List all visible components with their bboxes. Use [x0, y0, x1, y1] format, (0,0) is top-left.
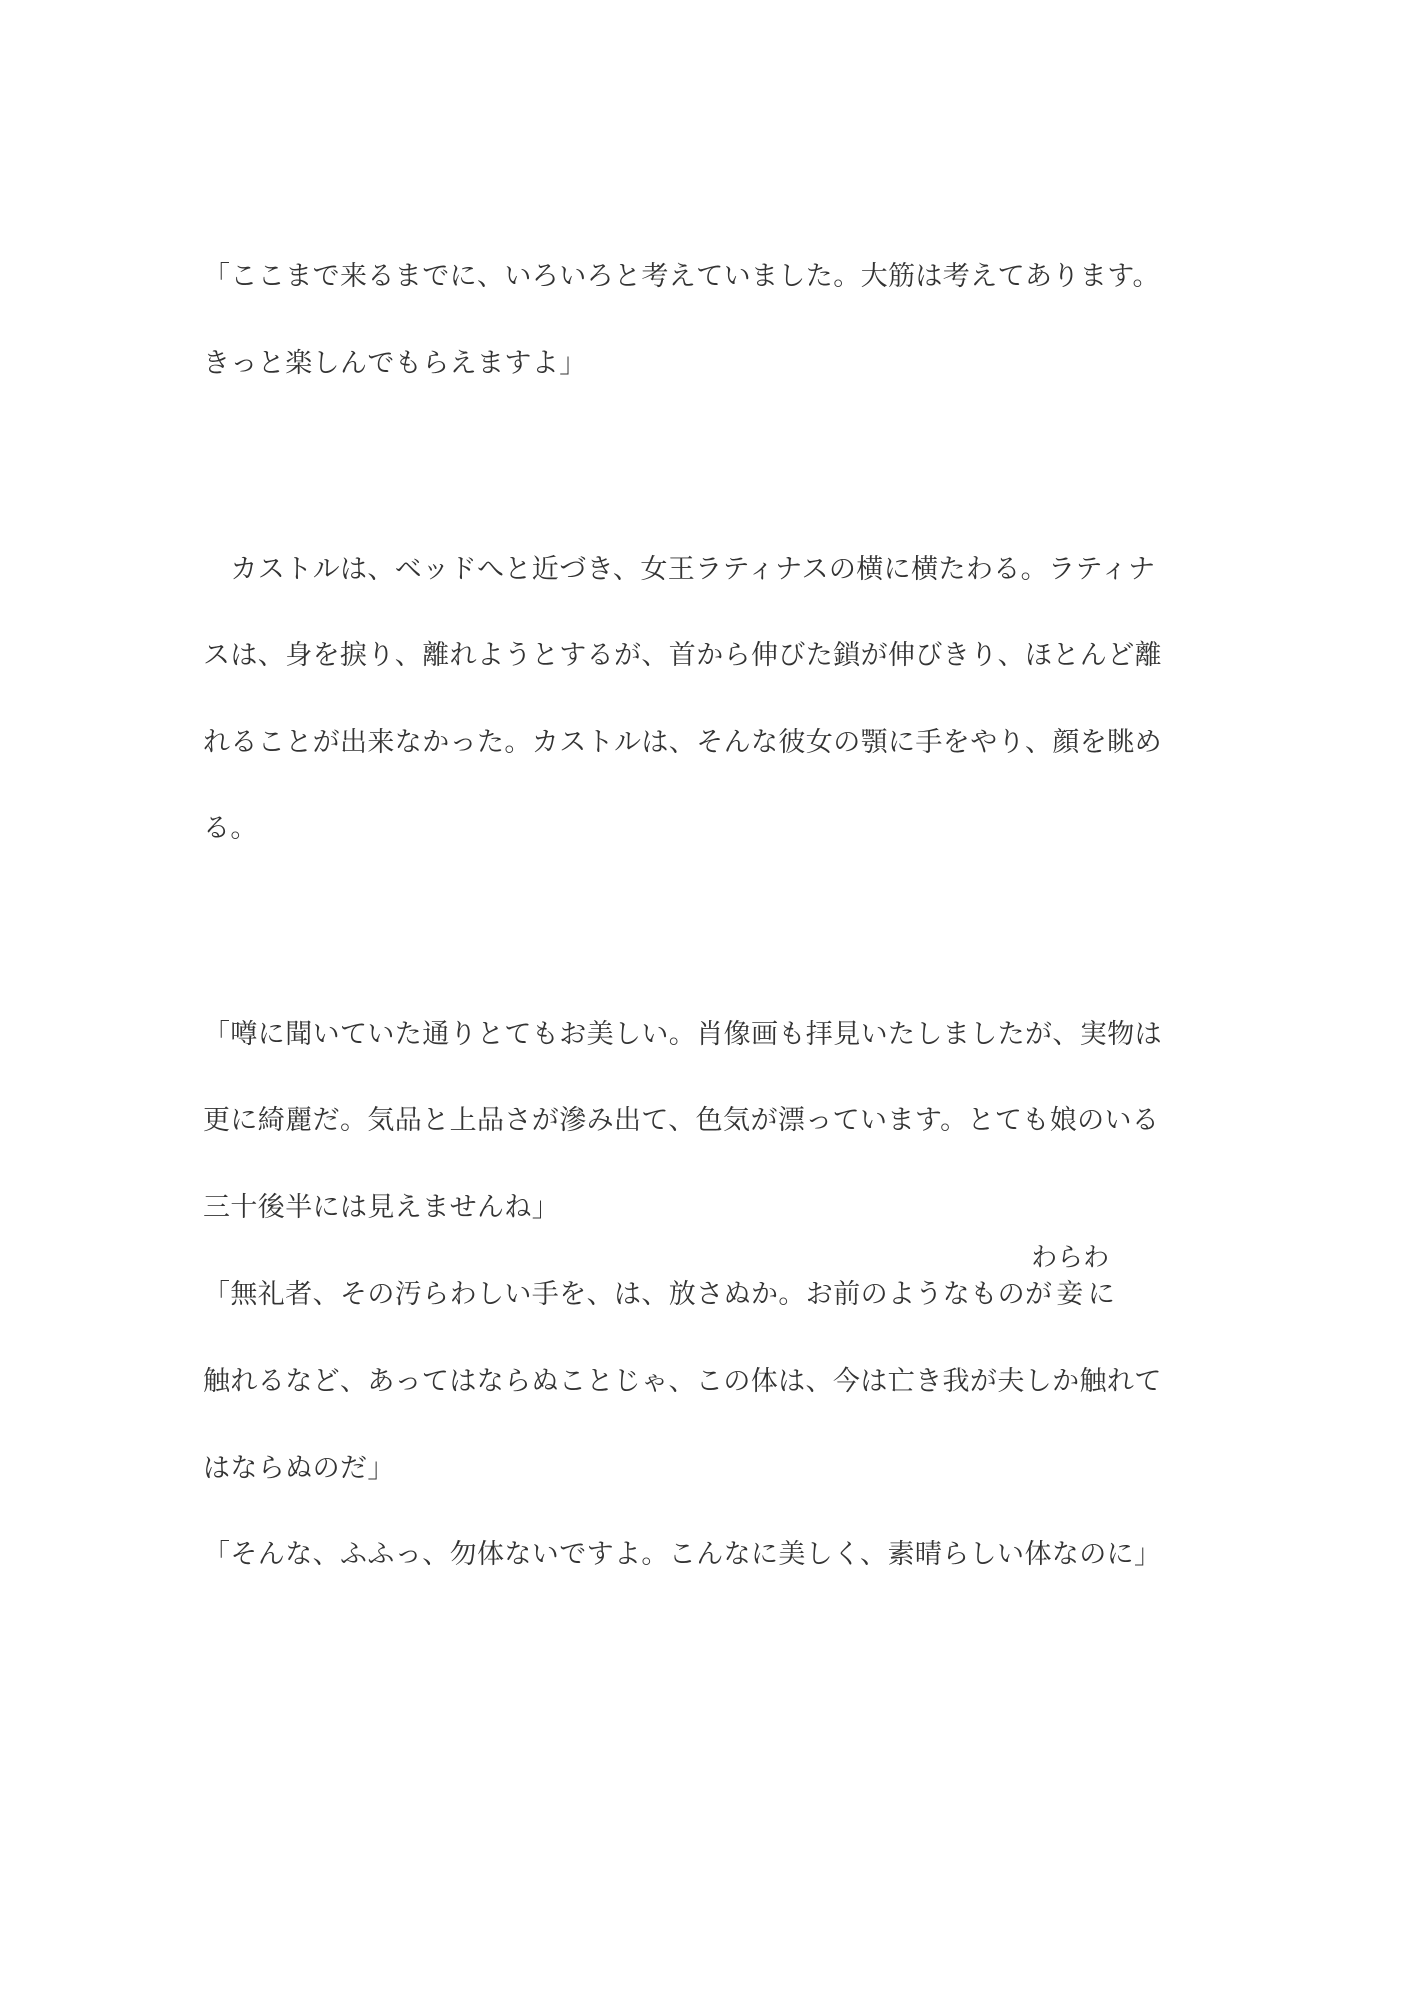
ruby-line-before: 「無礼者、その汚らわしい手を、は、放さぬか。お前のようなものが [203, 1279, 1053, 1310]
text-line-3: カストルは、ベッドへと近づき、女王ラティナスの横に横たわる。ラティナ [203, 554, 1156, 585]
text-line-11: 触れるなど、あってはならぬことじゃ、この体は、今は亡き我が夫しか触れて [203, 1366, 1162, 1397]
text-line-4: スは、身を捩り、離れようとするが、首から伸びた鎖が伸びきり、ほとんど離 [203, 640, 1162, 671]
text-line-2: きっと楽しんでもらえますよ」 [203, 348, 587, 379]
ruby-line-after: に [1087, 1279, 1116, 1310]
ruby-base: 妾 [1056, 1279, 1084, 1310]
text-line-12: はならぬのだ」 [203, 1453, 395, 1484]
ruby-annotation [1031, 1243, 1110, 1313]
text-line-7: 「噂に聞いていた通りとてもお美しい。肖像画も拝見いたしましたが、実物は [203, 1019, 1162, 1050]
text-line-13: 「そんな、ふふっ、勿体ないですよ。こんなに美しく、素晴らしい体なのに」 [203, 1539, 1162, 1570]
ruby-reading: わらわ [1031, 1243, 1110, 1273]
text-line-1: 「ここまで来るまでに、いろいろと考えていました。大筋は考えてあります。 [203, 261, 1160, 292]
text-line-6: る。 [203, 813, 258, 844]
text-line-5: れることが出来なかった。カストルは、そんな彼女の顎に手をやり、顔を眺め [203, 727, 1162, 758]
text-line-9: 三十後半には見えませんね」 [203, 1192, 560, 1223]
text-line-8: 更に綺麗だ。気品と上品さが滲み出て、色気が漂っています。とても娘のいる [203, 1105, 1160, 1136]
text-line-ruby [203, 1243, 1223, 1313]
